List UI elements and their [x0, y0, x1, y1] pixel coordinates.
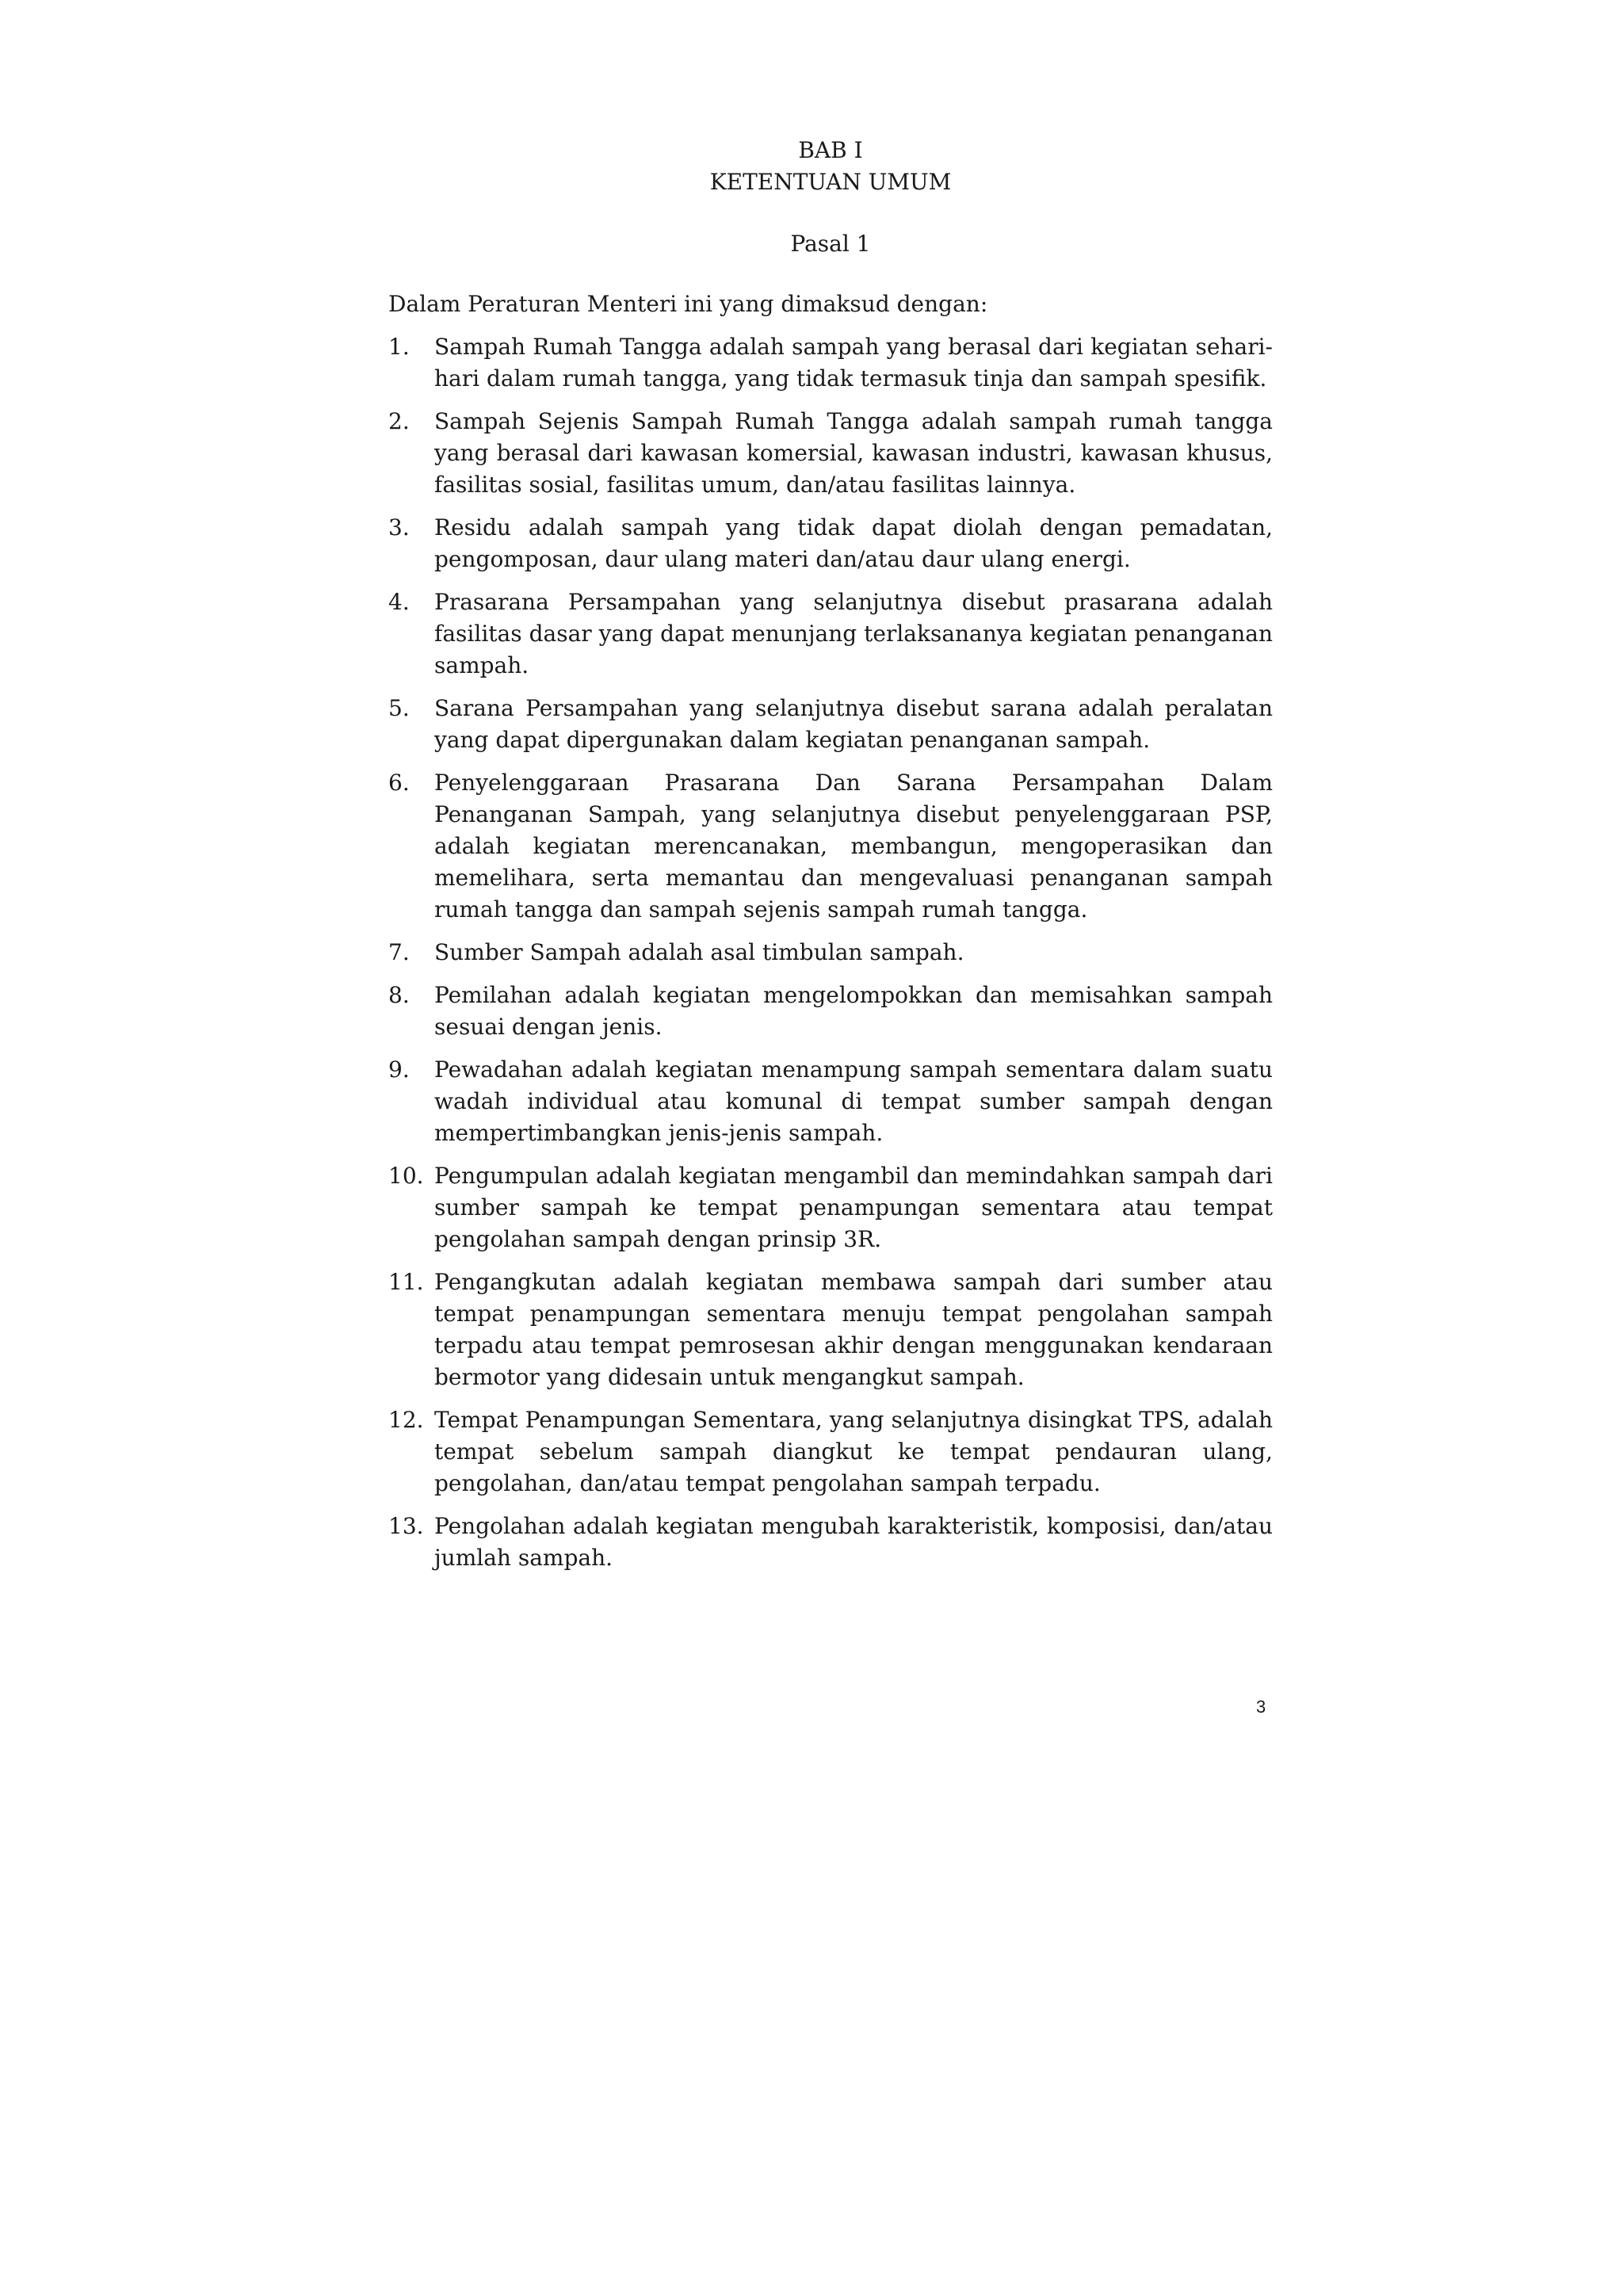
item-text: Sumber Sampah adalah asal timbulan sampah.: [434, 939, 964, 965]
list-item: [388, 1404, 1273, 1499]
item-number: 7.: [388, 939, 410, 965]
item-text: Residu adalah sampah yang tidak dapat diolah dengan pemadatan, pengomposan, daur ulang materi dan/atau daur ulang energi.: [434, 514, 1273, 572]
list-item: [388, 767, 1273, 926]
item-number: 6.: [388, 770, 410, 796]
item-number: 3.: [388, 514, 410, 541]
item-text: Prasarana Persampahan yang selanjutnya disebut prasarana adalah fasilitas dasar yang dapat menunjang terlaksananya kegiatan penanganan sampah.: [434, 589, 1273, 678]
item-text: Pemilahan adalah kegiatan mengelompokkan dan memisahkan sampah sesuai dengan jenis.: [434, 982, 1273, 1040]
item-text: Pengangkutan adalah kegiatan membawa sampah dari sumber atau tempat penampungan sementara menuju tempat pengolahan sampah terpadu atau tempat pemrosesan akhir dengan menggunakan kendaraan bermotor yang didesain untuk mengangkut sampah.: [434, 1269, 1273, 1390]
list-item: [388, 937, 1273, 968]
item-text: Pengolahan adalah kegiatan mengubah karakteristik, komposisi, dan/atau jumlah sampah.: [434, 1513, 1273, 1571]
item-number: 8.: [388, 982, 410, 1008]
list-item: [388, 1054, 1273, 1149]
item-text: Tempat Penampungan Sementara, yang selanjutnya disingkat TPS, adalah tempat sebelum sampah diangkut ke tempat pendauran ulang, pengolahan, dan/atau tempat pengolahan sampah terpadu.: [434, 1407, 1273, 1496]
list-item: [388, 980, 1273, 1043]
item-number: 4.: [388, 589, 410, 615]
intro-paragraph: Dalam Peraturan Menteri ini yang dimaksud dengan:: [388, 291, 988, 317]
item-number: 12.: [388, 1407, 424, 1433]
item-text: Pengumpulan adalah kegiatan mengambil dan memindahkan sampah dari sumber sampah ke tempat penampungan sementara atau tempat pengolahan sampah dengan prinsip 3R.: [434, 1163, 1273, 1252]
item-text: Penyelenggaraan Prasarana Dan Sarana Persampahan Dalam Penanganan Sampah, yang selanjutnya disebut penyelenggaraan PSP, adalah kegiatan merencanakan, membangun, mengoperasikan dan memelihara, serta memantau dan mengevaluasi penanganan sampah rumah tangga dan sampah sejenis sampah rumah tangga.: [434, 770, 1273, 923]
list-item: [388, 406, 1273, 501]
chapter-title: KETENTUAN UMUM: [709, 169, 952, 195]
item-number: 10.: [388, 1163, 424, 1189]
list-item: [388, 331, 1273, 395]
list-item: [388, 693, 1273, 756]
chapter-heading: BAB I: [798, 137, 863, 163]
item-number: 1.: [388, 334, 410, 360]
list-item: [388, 1266, 1273, 1393]
list-item: [388, 512, 1273, 575]
item-text: Sarana Persampahan yang selanjutnya disebut sarana adalah peralatan yang dapat dipergunakan dalam kegiatan penanganan sampah.: [434, 695, 1273, 753]
item-text: Sampah Sejenis Sampah Rumah Tangga adalah sampah rumah tangga yang berasal dari kawasan komersial, kawasan industri, kawasan khusus, fasilitas sosial, fasilitas umum, dan/atau fasilitas lainnya.: [434, 408, 1273, 498]
item-number: 13.: [388, 1513, 424, 1539]
item-number: 9.: [388, 1056, 410, 1083]
item-text: Pewadahan adalah kegiatan menampung sampah sementara dalam suatu wadah individual atau komunal di tempat sumber sampah dengan mempertimbangkan jenis-jenis sampah.: [434, 1056, 1273, 1146]
list-item: [388, 1511, 1273, 1574]
item-number: 2.: [388, 408, 410, 434]
article-heading: Pasal 1: [790, 231, 871, 257]
item-number: 5.: [388, 695, 410, 721]
document-page: [388, 135, 1273, 1585]
list-item: [388, 1160, 1273, 1255]
item-number: 11.: [388, 1269, 424, 1295]
page-number: 3: [1256, 1697, 1266, 1717]
item-text: Sampah Rumah Tangga adalah sampah yang berasal dari kegiatan sehari-hari dalam rumah tangga, yang tidak termasuk tinja dan sampah spesifik.: [434, 334, 1273, 392]
list-item: [388, 586, 1273, 682]
definitions-list: [388, 331, 1273, 1574]
